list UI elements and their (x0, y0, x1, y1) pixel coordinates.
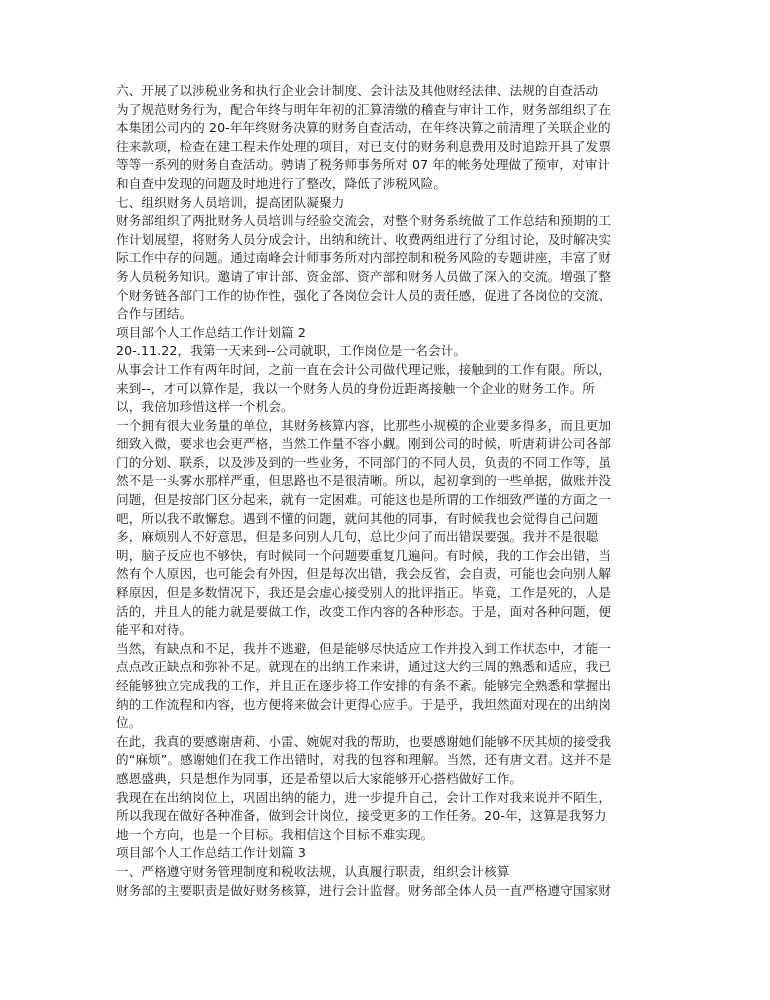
paragraph-line: 从事会计工作有两年时间，之前一直在会计公司做代理记账，接触到的工作有限。所以， (116, 361, 612, 377)
paragraph-line: 地一个方向，也是一个目标。我相信这个目标不难实现。 (116, 826, 434, 842)
section-heading-6: 六、开展了以涉税业务和执行企业会计制度、会计法及其他财经法律、法规的自查活动 (116, 83, 599, 98)
paragraph-line: 往来款项，检查在建工程未作处理的项目，对已支付的财务利息费用及时追踪开具了发票 (116, 138, 612, 154)
paragraph-line: 为了规范财务行为，配合年终与明年年初的汇算清缴的稽查与审计工作，财务部组织了在 (116, 101, 612, 117)
paragraph-line: 20-.11.22，我第一天来到--公司就职，工作岗位是一名会计。 (116, 343, 467, 359)
paragraph-line: 多，麻烦别人不好意思，但是多问别人几句，总比少问了而出错误要强。我并不是很聪 (116, 529, 599, 545)
paragraph-line: 等等一系列的财务自查活动。骋请了税务师事务所对 07 年的帐务处理做了预审，对审计 (116, 157, 611, 173)
paragraph-line: 合作与团结。 (116, 306, 193, 322)
paragraph-line: 然有个人原因，也可能会有外因，但是每次出错，我会反省，会自责，可能也会向别人解 (116, 566, 612, 582)
paragraph-line: 能平和对待。 (116, 622, 193, 638)
paragraph-line: 个财务链各部门工作的协作性，强化了各岗位会计人员的责任感，促进了各岗位的交流、 (116, 287, 612, 303)
paragraph-line: 然不是一头雾水那样严重，但思路也不是很清晰。所以，起初拿到的一些单据，做账并没 (116, 473, 612, 489)
document-body (116, 82, 656, 900)
section-heading-7: 七、组织财务人员培训，提高团队凝聚力 (116, 194, 345, 210)
paragraph-line: 际工作中存的问题。通过南峰会计师事务所对内部控制和税务风险的专题讲座，丰富了财 (116, 250, 612, 266)
section-heading-1: 一、严格遵守财务管理制度和税收法规，认真履行职责，组织会计核算 (116, 863, 510, 879)
paragraph-line: 活的，并且人的能力就是要做工作，改变工作内容的各种形态。于是，面对各种问题，便 (116, 603, 612, 619)
paragraph-line: 释原因，但是多数情况下，我还是会虚心接受别人的批评指正。毕竟，工作是死的，人是 (116, 585, 612, 601)
paragraph-line: 务人员税务知识。邀请了审计部、资金部、资产部和财务人员做了深入的交流。增强了整 (116, 268, 612, 284)
paragraph-line: 经能够独立完成我的工作，并且正在逐步将工作安排的有条不紊。能够完全熟悉和掌握出 (116, 678, 612, 693)
paragraph-line: 一个拥有很大业务量的单位，其财务核算内容，比那些小规模的企业要多得多，而且更加 (116, 417, 612, 433)
paragraph-line: 感恩盛典，只是想作为同事，还是希望以后大家能够开心搭档做好工作。 (116, 770, 523, 786)
paragraph-line: 我现在在出纳岗位上，巩固出纳的能力，进一步提升自己，会计工作对我来说并不陌生， (116, 789, 612, 805)
paragraph-line: 纳的工作流程和内容，也方便将来做会计更得心应手。于是乎，我坦然面对现在的出纳岗 (116, 696, 612, 712)
paragraph-line: 以，我倍加珍惜这样一个机会。 (116, 399, 294, 415)
article-title-3: 项目部个人工作总结工作计划篇 3 (116, 845, 306, 861)
paragraph-line: 细致入微，要求也会更严格，当然工作量不容小觑。刚到公司的时候，听唐莉讲公司各部 (116, 436, 612, 452)
paragraph-line: 本集团公司内的 20-年年终财务决算的财务自查活动，在年终决算之前清理了关联企业的 (116, 120, 611, 136)
paragraph-line: 在此，我真的要感谢唐莉、小雷、婉妮对我的帮助，也要感谢她们能够不厌其烦的接受我 (116, 733, 612, 749)
paragraph-line: 当然，有缺点和不足，我并不逃避，但是能够尽快适应工作并投入到工作状态中，才能一 (116, 640, 612, 656)
paragraph-line: 财务部组织了两批财务人员培训与经验交流会，对整个财务系统做了工作总结和预期的工 (116, 213, 612, 229)
paragraph-line: 门的分划、联系，以及涉及到的一些业务，不同部门的不同人员，负责的不同工作等，虽 (116, 454, 612, 470)
paragraph-line: 问题，但是按部门区分起来，就有一定困难。可能这也是所谓的工作细致严谨的方面之一 (116, 492, 612, 508)
paragraph-line: 点点改正缺点和弥补不足。就现在的出纳工作来讲，通过这大约三周的熟悉和适应，我已 (116, 659, 612, 675)
paragraph-line: 吧，所以我不敢懈怠。遇到不懂的问题，就问其他的同事，有时候我也会觉得自己问题 (116, 510, 599, 526)
paragraph-line: 财务部的主要职责是做好财务核算，进行会计监督。财务部全体人员一直严格遵守国家财 (116, 882, 612, 898)
paragraph-line: 的“麻烦”。感谢她们在我工作出错时，对我的包容和理解。当然，还有唐文君。这并不是 (116, 752, 612, 768)
paragraph-line: 位。 (116, 715, 142, 731)
paragraph-line: 和自查中发现的问题及时地进行了整改，降低了涉税风险。 (116, 175, 447, 191)
paragraph-line: 明，脑子反应也不够快，有时候同一个问题要重复几遍问。有时候，我的工作会出错，当 (116, 547, 612, 563)
paragraph-line: 来到--，才可以算作是，我以一个财务人员的身份近距离接触一个企业的财务工作。所 (116, 380, 595, 396)
paragraph-line: 所以我现在做好各种准备，做到会计岗位，接受更多的工作任务。20-年，这算是我努力 (116, 808, 607, 824)
paragraph-line: 作计划展望，将财务人员分成会计、出纳和统计、收费两组进行了分组讨论，及时解决实 (116, 231, 612, 247)
article-title-2: 项目部个人工作总结工作计划篇 2 (116, 324, 306, 340)
